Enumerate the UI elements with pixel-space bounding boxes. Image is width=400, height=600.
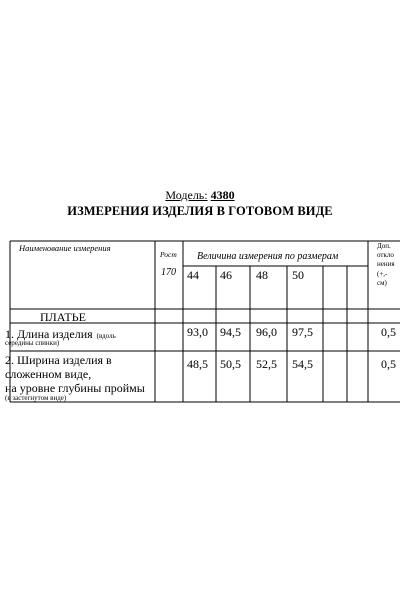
tolerance-header-2: откло — [377, 251, 394, 259]
row-2-name-line2: сложенном виде, — [5, 367, 92, 381]
size-48: 48 — [256, 268, 268, 282]
page-title: ИЗМЕРЕНИЯ ИЗДЕЛИЯ В ГОТОВОМ ВИДЕ — [67, 204, 333, 218]
row-1-value-46: 94,5 — [220, 325, 241, 339]
row-1-tolerance: 0,5 — [381, 325, 396, 339]
model-number: 4380 — [210, 188, 235, 202]
row-1-name-note-b: середины спинки) — [5, 339, 60, 347]
row-2-name-line1: 2. Ширина изделия в — [5, 353, 112, 367]
model-label: Модель: — [165, 188, 208, 202]
section-title: ПЛАТЬЕ — [40, 310, 86, 324]
row-2-value-48: 52,5 — [256, 357, 277, 371]
row-2-value-50: 54,5 — [292, 357, 313, 371]
size-50: 50 — [292, 268, 304, 282]
size-44: 44 — [187, 268, 199, 282]
row-1-value-48: 96,0 — [256, 325, 277, 339]
col-header-sizes: Величина измерения по размерам — [197, 251, 339, 262]
row-2-name-line3: на уровне глубины проймы — [5, 381, 145, 395]
row-1-name-note-a: (вдоль — [96, 332, 116, 340]
row-1-value-44: 93,0 — [187, 325, 208, 339]
row-1-value-50: 97,5 — [292, 325, 313, 339]
tolerance-header-4: (+,- — [377, 270, 388, 278]
tolerance-header-3: нения — [377, 260, 395, 268]
tolerance-header-1: Доп. — [377, 242, 391, 250]
row-2-value-44: 48,5 — [187, 357, 208, 371]
row-2-value-46: 50,5 — [220, 357, 241, 371]
row-2-tolerance: 0,5 — [381, 357, 396, 371]
height-value: 170 — [161, 267, 176, 278]
col-header-height: Рост — [160, 250, 177, 259]
row-1-name-main: 1. Длина изделия — [5, 327, 93, 341]
col-header-name: Наименование измерения — [19, 243, 111, 253]
size-46: 46 — [220, 268, 232, 282]
tolerance-header-5: см) — [377, 279, 387, 287]
row-2-name-note: (в застегнутом виде) — [5, 394, 67, 402]
